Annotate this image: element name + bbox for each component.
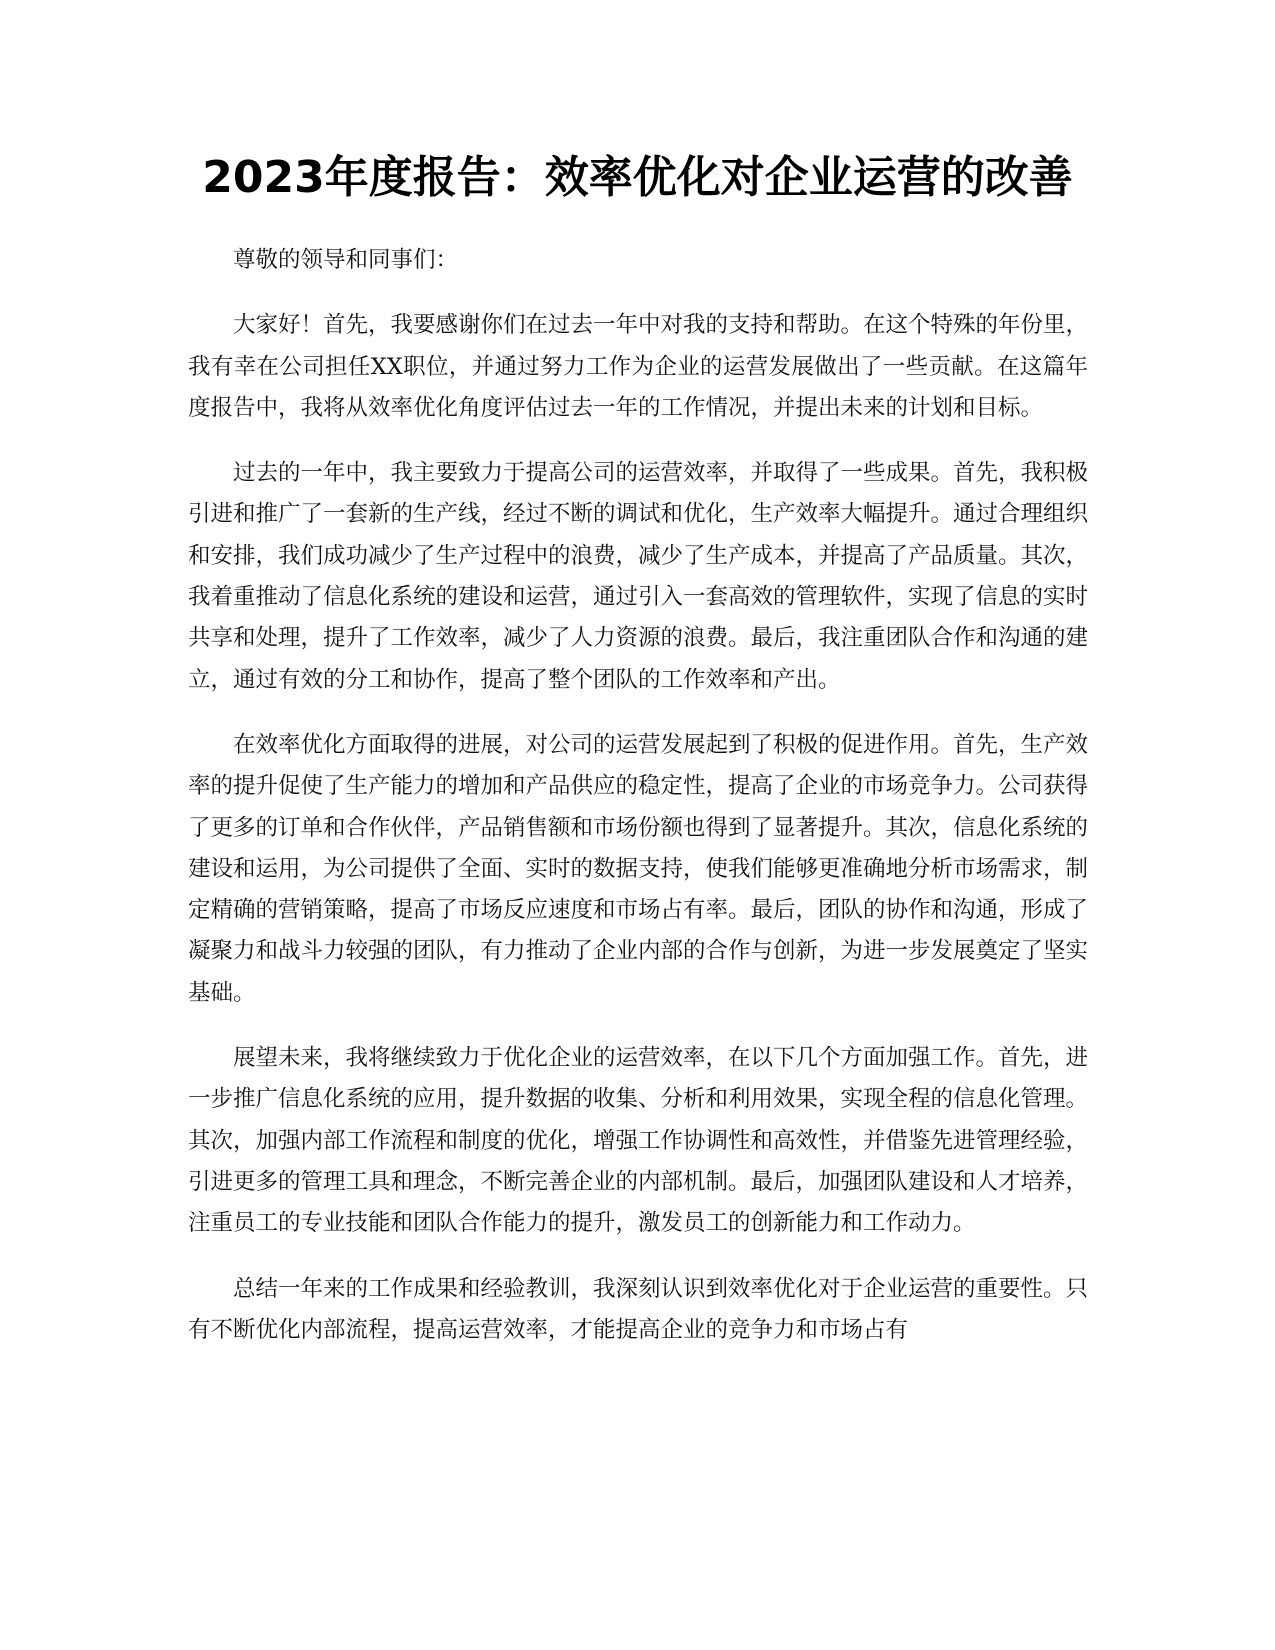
paragraph-outlook: 展望未来，我将继续致力于优化企业的运营效率，在以下几个方面加强工作。首先，进一步推广信息化系统的应用，提升数据的收集、分析和利用效果，实现全程的信息化管理。其次，加强内部工作流程和制度的优化，增强工作协调性和高效性，并借鉴先进管理经验，引进更多的管理工具和理念，不断完善企业的内部机制。最后，加强团队建设和人才培养，注重员工的专业技能和团队合作能力的提升，激发员工的创新能力和工作动力。 <box>188 1045 1089 1237</box>
salutation: 尊敬的领导和同事们： <box>233 247 459 273</box>
paragraph-intro: 大家好！首先，我要感谢你们在过去一年中对我的支持和帮助。在这个特殊的年份里，我有幸在公司担任XX职位，并通过努力工作为企业的运营发展做出了一些贡献。在这篇年度报告中，我将从效率优化角度评估过去一年的工作情况，并提出未来的计划和目标。 <box>188 312 1089 421</box>
document-body <box>188 240 1088 1375</box>
paragraph-summary: 总结一年来的工作成果和经验教训，我深刻认识到效率优化对于企业运营的重要性。只有不断优化内部流程，提高运营效率，才能提高企业的竞争力和市场占有 <box>188 1275 1089 1343</box>
document-title: 2023年度报告：效率优化对企业运营的改善 <box>202 152 1073 203</box>
paragraph-achievements: 过去的一年中，我主要致力于提高公司的运营效率，并取得了一些成果。首先，我积极引进和推广了一套新的生产线，经过不断的调试和优化，生产效率大幅提升。通过合理组织和安排，我们成功减少了生产过程中的浪费，减少了生产成本，并提高了产品质量。其次，我着重推动了信息化系统的建设和运营，通过引入一套高效的管理软件，实现了信息的实时共享和处理，提升了工作效率，减少了人力资源的浪费。最后，我注重团队合作和沟通的建立，通过有效的分工和协作，提高了整个团队的工作效率和产出。 <box>188 460 1089 693</box>
paragraph-impact: 在效率优化方面取得的进展，对公司的运营发展起到了积极的促进作用。首先，生产效率的提升促使了生产能力的增加和产品供应的稳定性，提高了企业的市场竞争力。公司获得了更多的订单和合作伙伴，产品销售额和市场份额也得到了显著提升。其次，信息化系统的建设和运用，为公司提供了全面、实时的数据支持，使我们能够更准确地分析市场需求，制定精确的营销策略，提高了市场反应速度和市场占有率。最后，团队的协作和沟通，形成了凝聚力和战斗力较强的团队，有力推动了企业内部的合作与创新，为进一步发展奠定了坚实基础。 <box>188 731 1089 1006</box>
